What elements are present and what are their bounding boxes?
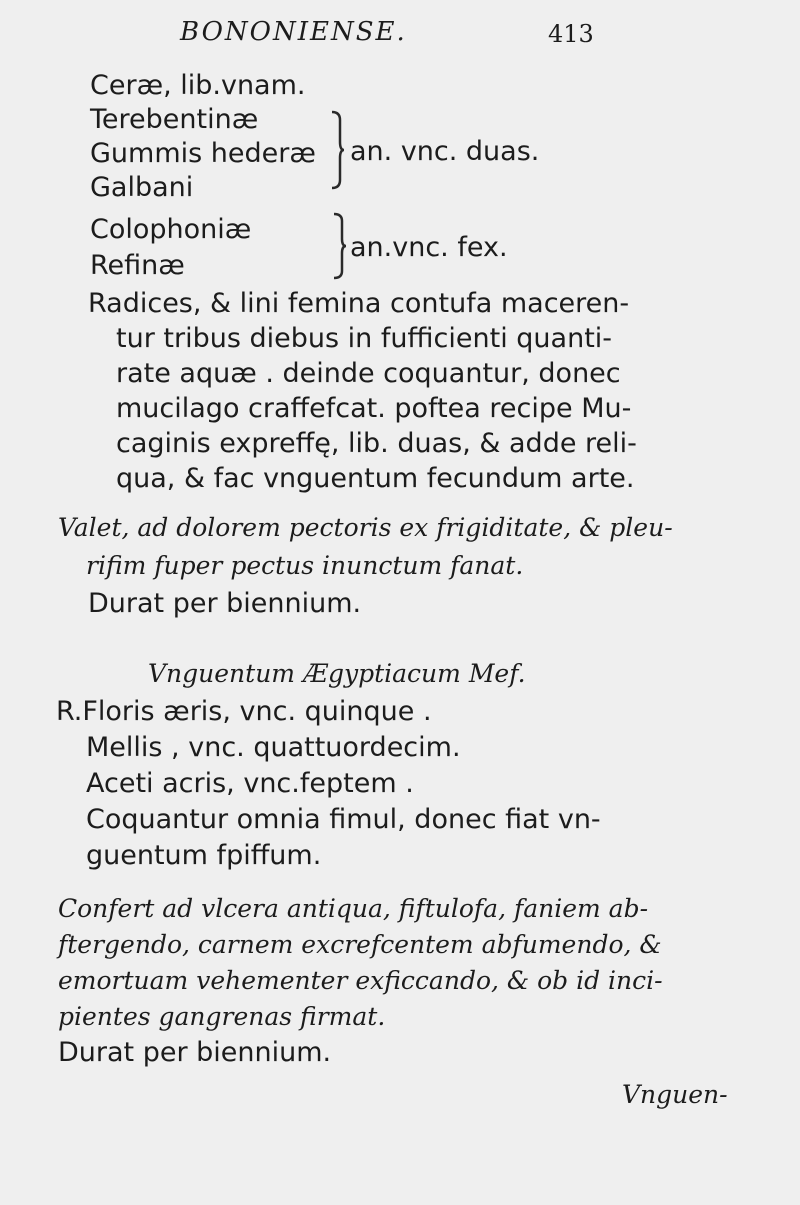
method-line: Coquantur omnia fimul, donec fiat vn-: [86, 804, 601, 835]
ingredient-line: R.Floris æris, vnc. quinque .: [56, 696, 432, 727]
ingredient-line: Galbani: [90, 172, 194, 203]
method-line: tur tribus diebus in fufficienti quanti-: [116, 323, 613, 354]
virtue-line: emortuam vehementer exficcando, & ob id inci-: [58, 966, 663, 995]
running-title: BONONIENSE.: [180, 17, 407, 47]
recipe-title: Vnguentum Ægyptiacum Mef.: [148, 659, 526, 688]
ingredient-line: Gummis hederæ: [90, 138, 316, 169]
ingredient-line: Aceti acris, vnc.feptem .: [86, 768, 414, 799]
virtue-line: Valet, ad dolorem pectoris ex frigiditate, & pleu-: [58, 513, 673, 542]
ingredient-line: Refinæ: [90, 250, 185, 281]
ingredient-line: Terebentinæ: [90, 104, 259, 135]
ingredient-line: Mellis , vnc. quattuordecim.: [86, 732, 461, 763]
virtue-line: Confert ad vlcera antiqua, fiftulofa, faniem ab-: [58, 894, 649, 923]
virtue-line: rifim fuper pectus inunctum fanat.: [86, 551, 524, 580]
duration-text: Durat per biennium.: [58, 1037, 332, 1068]
method-line: caginis expreffę, lib. duas, & adde reli-: [116, 428, 637, 459]
brace-icon: [328, 110, 344, 190]
duration-text: Durat per biennium.: [88, 588, 362, 619]
method-line: Radices, & lini femina contufa maceren-: [88, 288, 630, 319]
method-line: rate aquæ . deinde coquantur, donec: [116, 358, 621, 389]
virtue-line: pientes gangrenas firmat.: [58, 1002, 386, 1031]
ingredient-line: Colophoniæ: [90, 214, 252, 245]
method-line: guentum fpiffum.: [86, 840, 322, 871]
method-line: mucilago craffefcat. poftea recipe Mu-: [116, 393, 632, 424]
brace-icon: [330, 212, 346, 280]
brace-quantity: an. vnc. duas.: [350, 136, 540, 167]
ingredient-line: Ceræ, lib.vnam.: [90, 70, 306, 101]
brace-quantity: an.vnc. fex.: [350, 232, 508, 263]
page-number: 413: [548, 20, 594, 48]
catchword: Vnguen-: [622, 1080, 728, 1109]
method-line: qua, & fac vnguentum fecundum arte.: [116, 463, 635, 494]
virtue-line: ftergendo, carnem excrefcentem abfumendo, &: [58, 930, 662, 959]
